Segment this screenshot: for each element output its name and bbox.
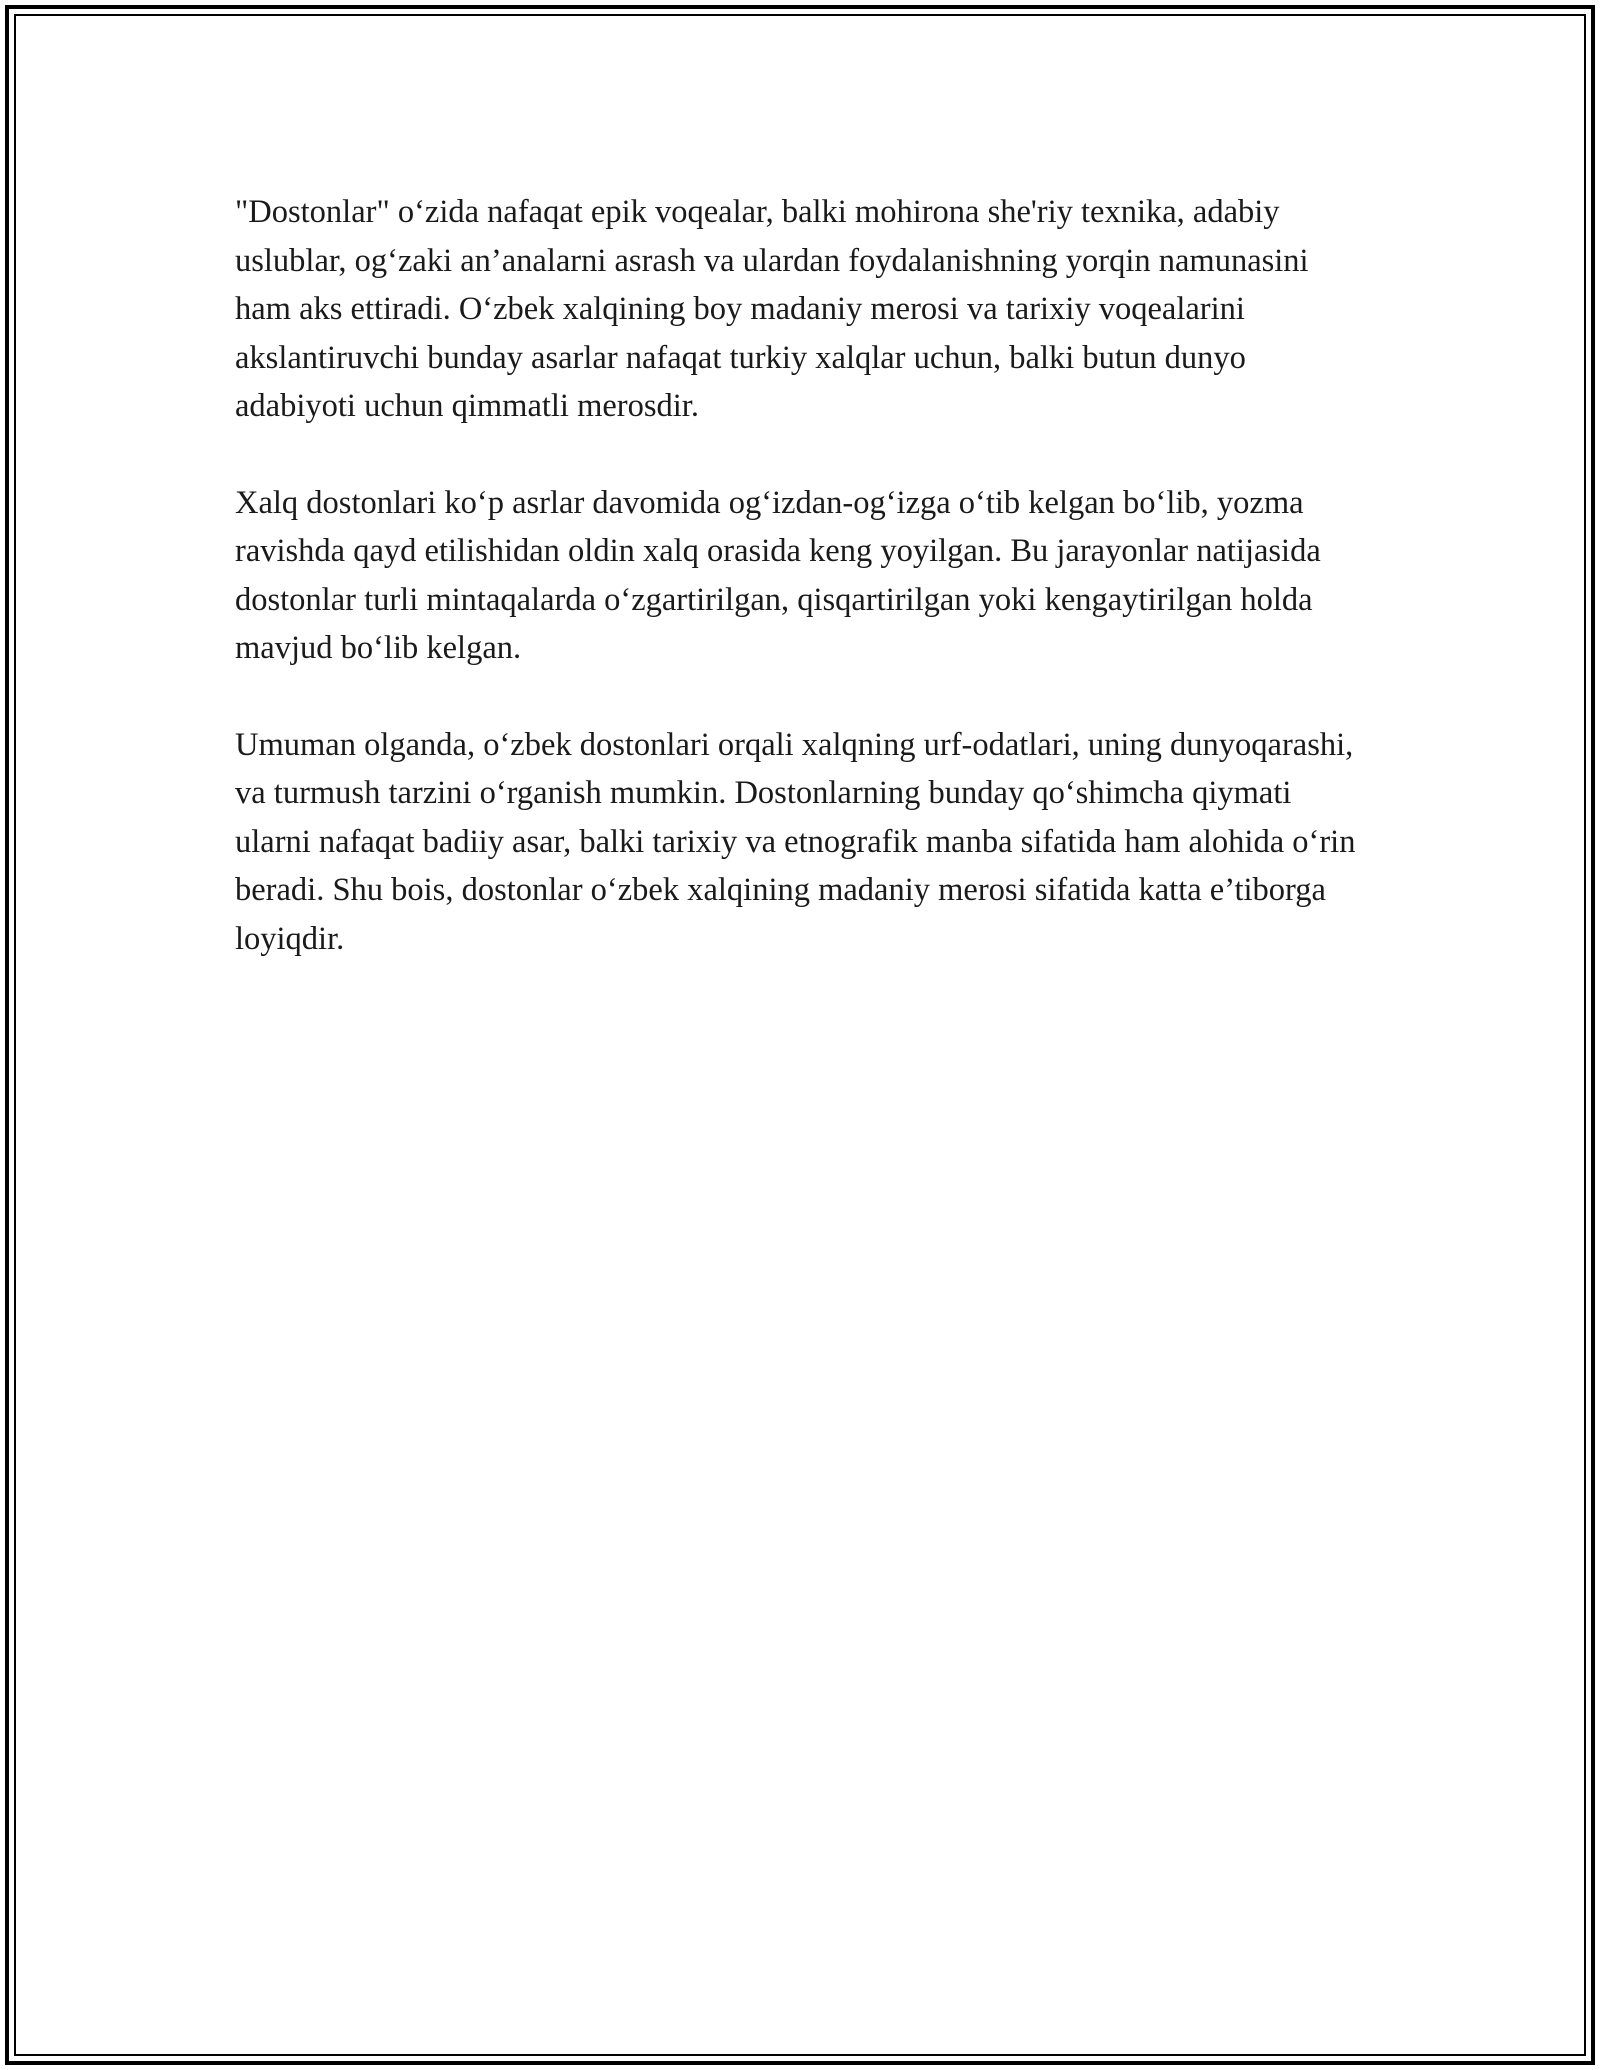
paragraph-1: "Dostonlar" o‘zida nafaqat epik voqealar, balki mohirona she'riy texnika, adabiy uslublar, og‘zaki an’analarni asrash va ulardan foydalanishning yorqin namunasini ham aks ettiradi. O‘zbek xalqining boy madaniy merosi va tarixiy voqealarini akslantiruvchi bunday asarlar nafaqat turkiy xalqlar uchun, balki butun dunyo adabiyoti uchun qimmatli merosdir. xyxy=(235,194,1309,424)
document-body xyxy=(235,188,1370,1011)
paragraph-2: Xalq dostonlari ko‘p asrlar davomida og‘izdan-og‘izga o‘tib kelgan bo‘lib, yozma ravishda qayd etilishidan oldin xalq orasida keng yoyilgan. Bu jarayonlar natijasida dostonlar turli mintaqalarda o‘zgartirilgan, qisqartirilgan yoki kengaytirilgan holda mavjud bo‘lib kelgan. xyxy=(235,484,1321,666)
paragraph-3: Umuman olganda, o‘zbek dostonlari orqali xalqning urf-odatlari, uning dunyoqarashi, va turmush tarzini o‘rganish mumkin. Dostonlarning bunday qo‘shimcha qiymati ularni nafaqat badiiy asar, balki tarixiy va etnografik manba sifatida ham alohida o‘rin beradi. Shu bois, dostonlar o‘zbek xalqining madaniy merosi sifatida katta e’tiborga loyiqdir. xyxy=(235,726,1356,957)
